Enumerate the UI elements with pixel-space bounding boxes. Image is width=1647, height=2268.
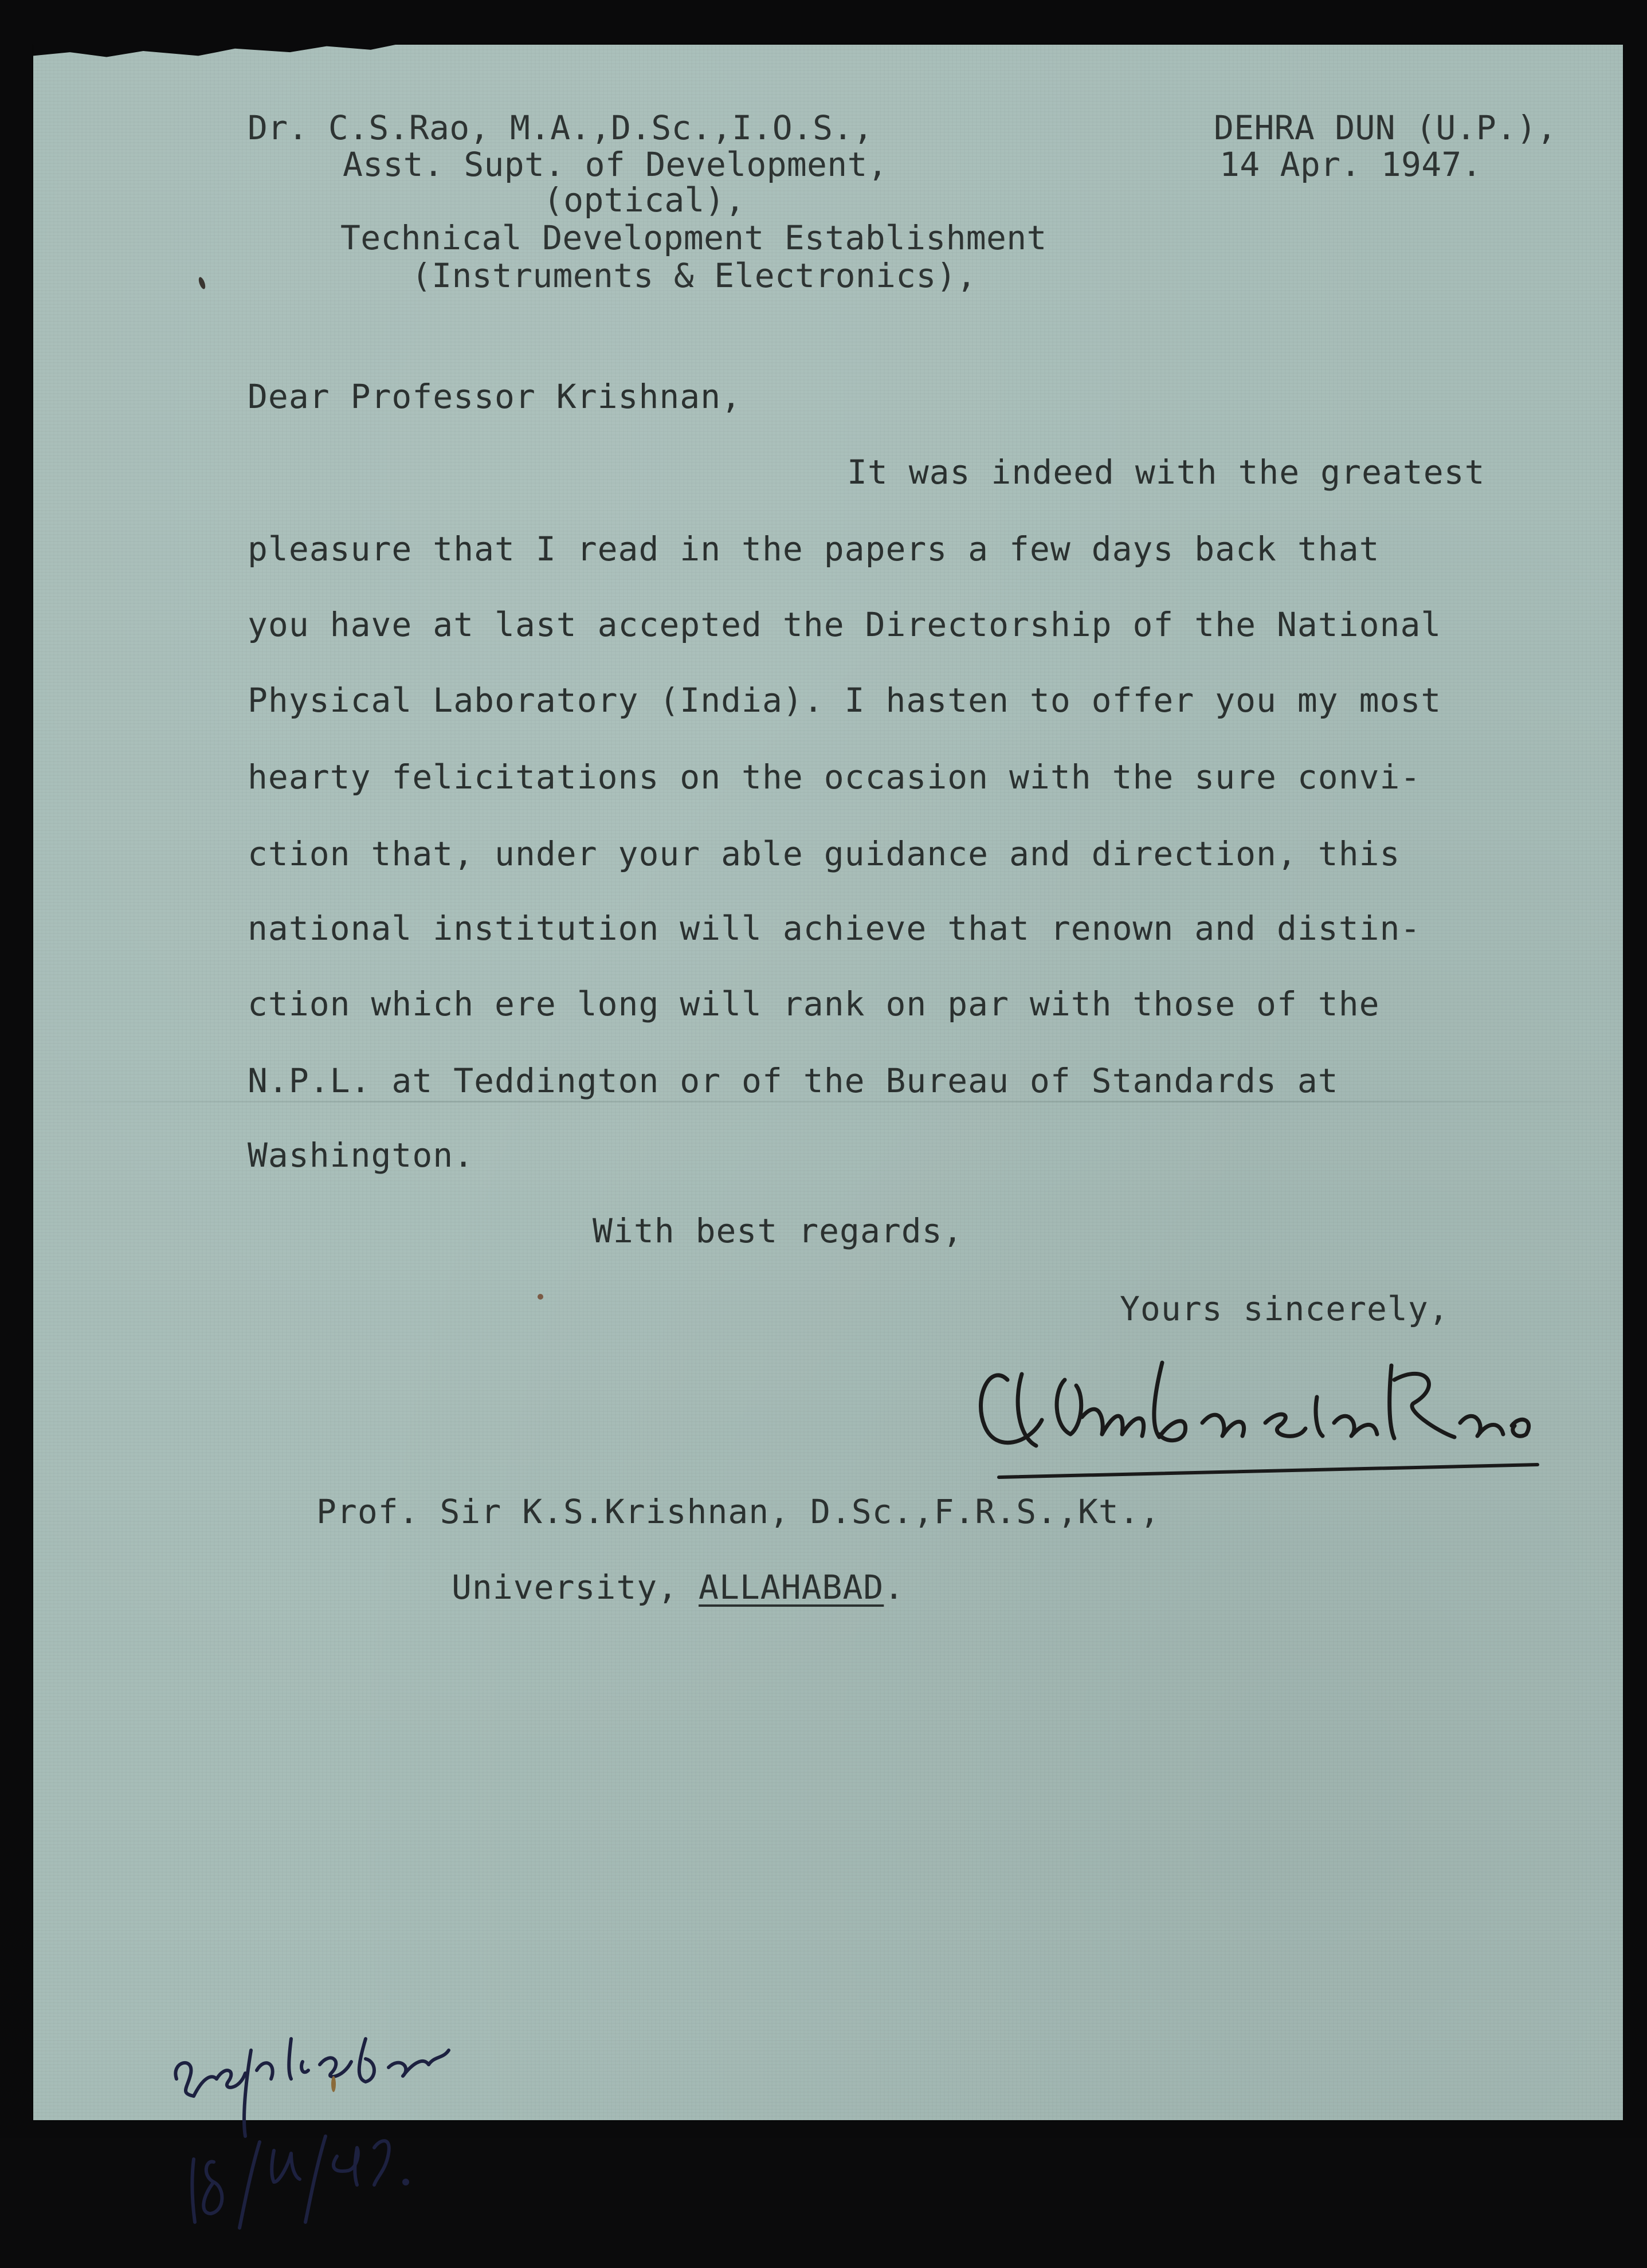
body-line-9: N.P.L. at Teddington or of the Bureau of Standards at [248,1061,1339,1100]
torn-corner [33,39,400,63]
sign-off: Yours sincerely, [1120,1289,1449,1328]
fold-crease [33,1101,1623,1102]
paper-speck [331,2076,336,2092]
addressee-place-prefix: University, [452,1568,699,1607]
sender-line-5: (Instruments & Electronics), [411,256,977,295]
sender-line-4: Technical Development Establishment [340,218,1047,257]
body-line-10: Washington. [248,1136,475,1175]
body-line-5: hearty felicitations on the occasion with the sure convi- [248,758,1421,796]
handwritten-reply-note [159,1993,457,2268]
paper-speck [538,1294,543,1300]
addressee-place-suffix: . [884,1568,905,1607]
sender-line-3: (optical), [543,181,746,219]
sender-line-1: Dr. C.S.Rao, M.A.,D.Sc.,I.O.S., [248,108,873,147]
paper-mark [198,276,207,290]
sender-line-2: Asst. Supt. of Development, [343,145,888,184]
sender-place: DEHRA DUN (U.P.), [1214,108,1557,147]
signature [967,1311,1540,1506]
body-line-6: ction that, under your able guidance and direction, this [248,834,1401,873]
addressee-place [452,1568,904,1607]
body-line-4: Physical Laboratory (India). I hasten to offer you my most [248,681,1442,720]
body-line-1: It was indeed with the greatest [847,453,1485,492]
body-line-8: ction which ere long will rank on par with those of the [248,984,1380,1023]
body-line-2: pleasure that I read in the papers a few days back that [248,529,1380,568]
closing-regards: With best regards, [593,1211,963,1250]
salutation: Dear Professor Krishnan, [248,377,742,416]
letter-date: 14 Apr. 1947. [1219,145,1482,184]
addressee-city: ALLAHABAD [699,1568,884,1607]
letter-paper [33,45,1623,2120]
body-line-3: you have at last accepted the Directorship of the National [248,605,1442,644]
body-line-7: national institution will achieve that renown and distin- [248,909,1421,948]
addressee-name: Prof. Sir K.S.Krishnan, D.Sc.,F.R.S.,Kt., [316,1492,1160,1531]
